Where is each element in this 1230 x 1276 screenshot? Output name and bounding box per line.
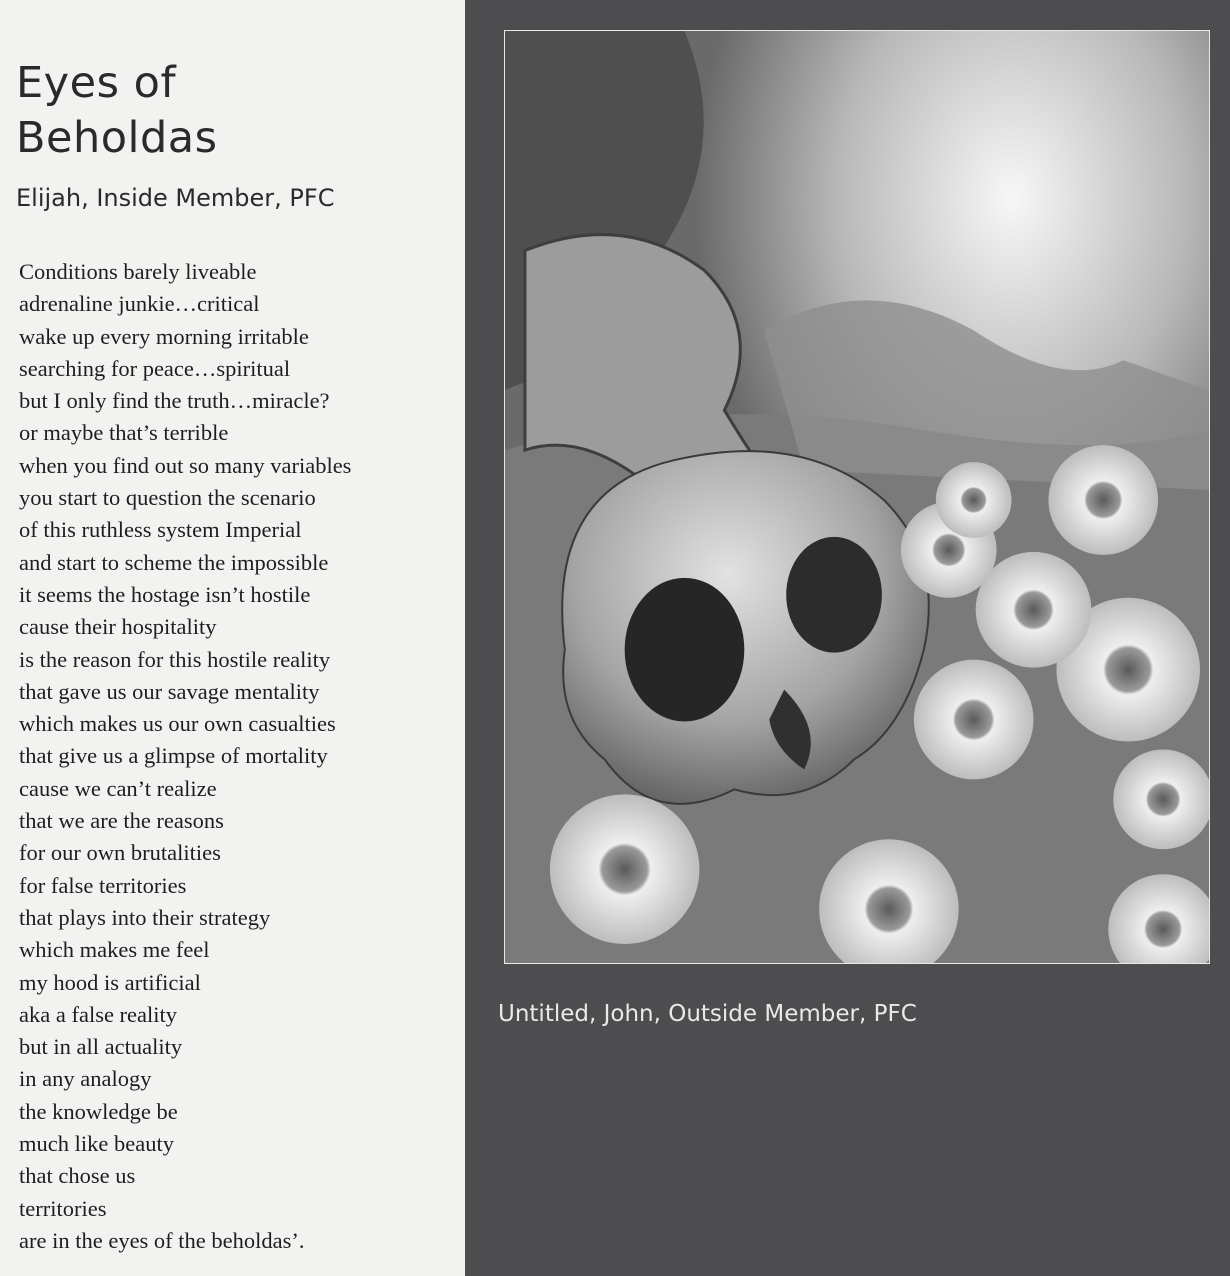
poem-line: when you find out so many variables [19,452,352,478]
poem-line: in any analogy [19,1066,152,1092]
poem-line: but I only find the truth…miracle? [19,388,330,414]
poem-byline: Elijah, Inside Member, PFC [16,184,335,212]
poem-line: that gave us our savage mentality [19,678,320,704]
poem-line: aka a false reality [19,1001,178,1027]
poem-line: but in all actuality [19,1034,183,1060]
poem-line: adrenaline junkie…critical [19,291,260,317]
poem-line: territories [19,1195,107,1221]
poem-body [19,256,351,1257]
poem-line: for false territories [19,872,187,898]
poem-line: wake up every morning irritable [19,323,309,349]
poem-line: is the reason for this hostile reality [19,646,331,672]
poem-line: that plays into their strategy [19,904,271,930]
poem-line: that give us a glimpse of mortality [19,743,328,769]
poem-title [16,56,218,166]
poem-line: for our own brutalities [19,840,221,866]
poem-line: cause we can’t realize [19,775,217,801]
poem-line: searching for peace…spiritual [19,355,291,381]
artwork-caption: Untitled, John, Outside Member, PFC [498,1001,917,1027]
skull-daisies-illustration [505,31,1209,963]
poem-line: of this ruthless system Imperial [19,517,302,543]
poem-line: or maybe that’s terrible [19,420,229,446]
poem-line: the knowledge be [19,1098,178,1124]
poem-line: that we are the reasons [19,808,224,834]
poem-line: and start to scheme the impossible [19,549,329,575]
poem-line: it seems the hostage isn’t hostile [19,581,311,607]
poem-line: which makes me feel [19,937,210,963]
poem-title-line-1: Eyes of [16,58,177,108]
skull-eye-socket-left [625,578,745,722]
poem-line: my hood is artificial [19,969,201,995]
skull-eye-socket-right [786,537,882,653]
poem-line: much like beauty [19,1131,174,1157]
poem-line: you start to question the scenario [19,485,316,511]
poem-line: are in the eyes of the beholdas’. [19,1227,305,1253]
poem-title-line-2: Beholdas [16,113,218,163]
poem-line: Conditions barely liveable [19,259,257,284]
poem-line: which makes us our own casualties [19,711,336,737]
poem-line: that chose us [19,1163,136,1189]
poem-line: cause their hospitality [19,614,217,640]
artwork-image [504,30,1210,964]
